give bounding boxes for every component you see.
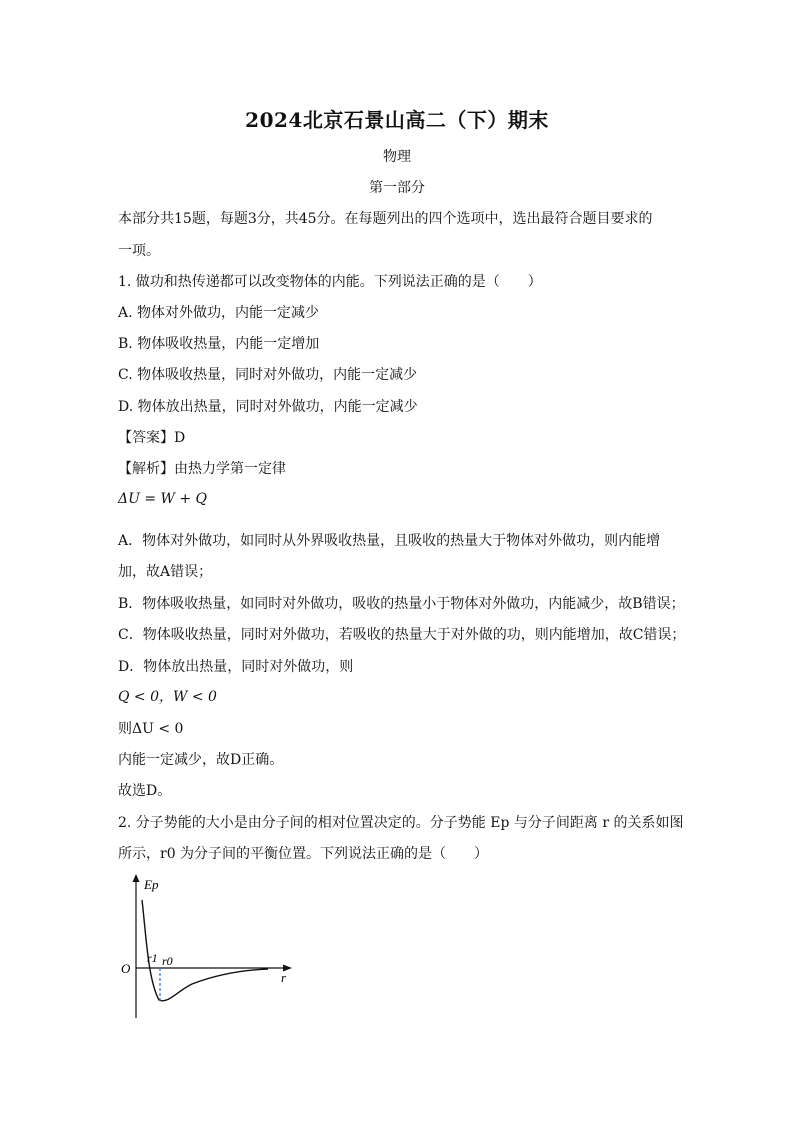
q1-option-b: B. 物体吸收热量，内能一定增加 xyxy=(118,336,320,352)
q1-option-a: A. 物体对外做功，内能一定减少 xyxy=(118,305,320,321)
q1-analysis-head: 【解析】由热力学第一定律 xyxy=(118,461,286,477)
origin-label: O xyxy=(121,961,131,976)
q1-choice: 故选D。 xyxy=(118,783,172,799)
q1-option-d: D. 物体放出热量，同时对外做功，内能一定减少 xyxy=(118,399,418,415)
intro-line-2: 一项。 xyxy=(118,243,160,259)
potential-energy-graph xyxy=(118,872,308,1024)
q1-condition-2: 则ΔU < 0 xyxy=(118,721,184,737)
q1-explanation-a1: A．物体对外做功，如同时从外界吸收热量，且吸收的热量大于物体对外做功，则内能增 xyxy=(118,533,661,549)
part-label: 第一部分 xyxy=(369,180,425,196)
y-axis-label: Ep xyxy=(144,877,159,892)
q1-explanation-d: D．物体放出热量，同时对外做功，则 xyxy=(118,659,354,675)
q1-option-c: C. 物体吸收热量，同时对外做功，内能一定减少 xyxy=(118,367,418,383)
intro-line-1: 本部分共15题，每题3分，共45分。在每题列出的四个选项中，选出最符合题目要求的 xyxy=(118,211,653,227)
q2-stem-line-1: 2. 分子势能的大小是由分子间的相对位置决定的。分子势能 Ep 与分子间距离 r 的关系如图 xyxy=(118,815,684,831)
r1-label: r1 xyxy=(147,951,158,965)
q1-formula: ΔU = W + Q xyxy=(118,491,208,507)
q1-explanation-c: C．物体吸收热量，同时对外做功，若吸收的热量大于对外做的功，则内能增加，故C错误； xyxy=(118,627,686,643)
subject-label: 物理 xyxy=(383,149,411,165)
ep-curve xyxy=(142,900,268,1001)
q1-explanation-a2: 加，故A错误； xyxy=(118,564,213,580)
q1-answer: 【答案】D xyxy=(118,430,186,446)
x-axis-label: r xyxy=(281,970,287,985)
page-title: 2024北京石景山高二（下）期末 xyxy=(245,108,549,132)
q1-stem: 1. 做功和热传递都可以改变物体的内能。下列说法正确的是（ ） xyxy=(118,274,542,290)
r0-label: r0 xyxy=(162,954,173,968)
q2-stem-line-2: 所示，r0 为分子间的平衡位置。下列说法正确的是（ ） xyxy=(118,846,489,862)
q1-condition-1: Q < 0，W < 0 xyxy=(118,689,217,705)
q1-conclusion: 内能一定减少，故D正确。 xyxy=(118,752,284,768)
q1-explanation-b: B．物体吸收热量，如同时对外做功，吸收的热量小于物体对外做功，内能减少，故B错误； xyxy=(118,596,685,612)
y-axis-arrow xyxy=(133,874,140,882)
